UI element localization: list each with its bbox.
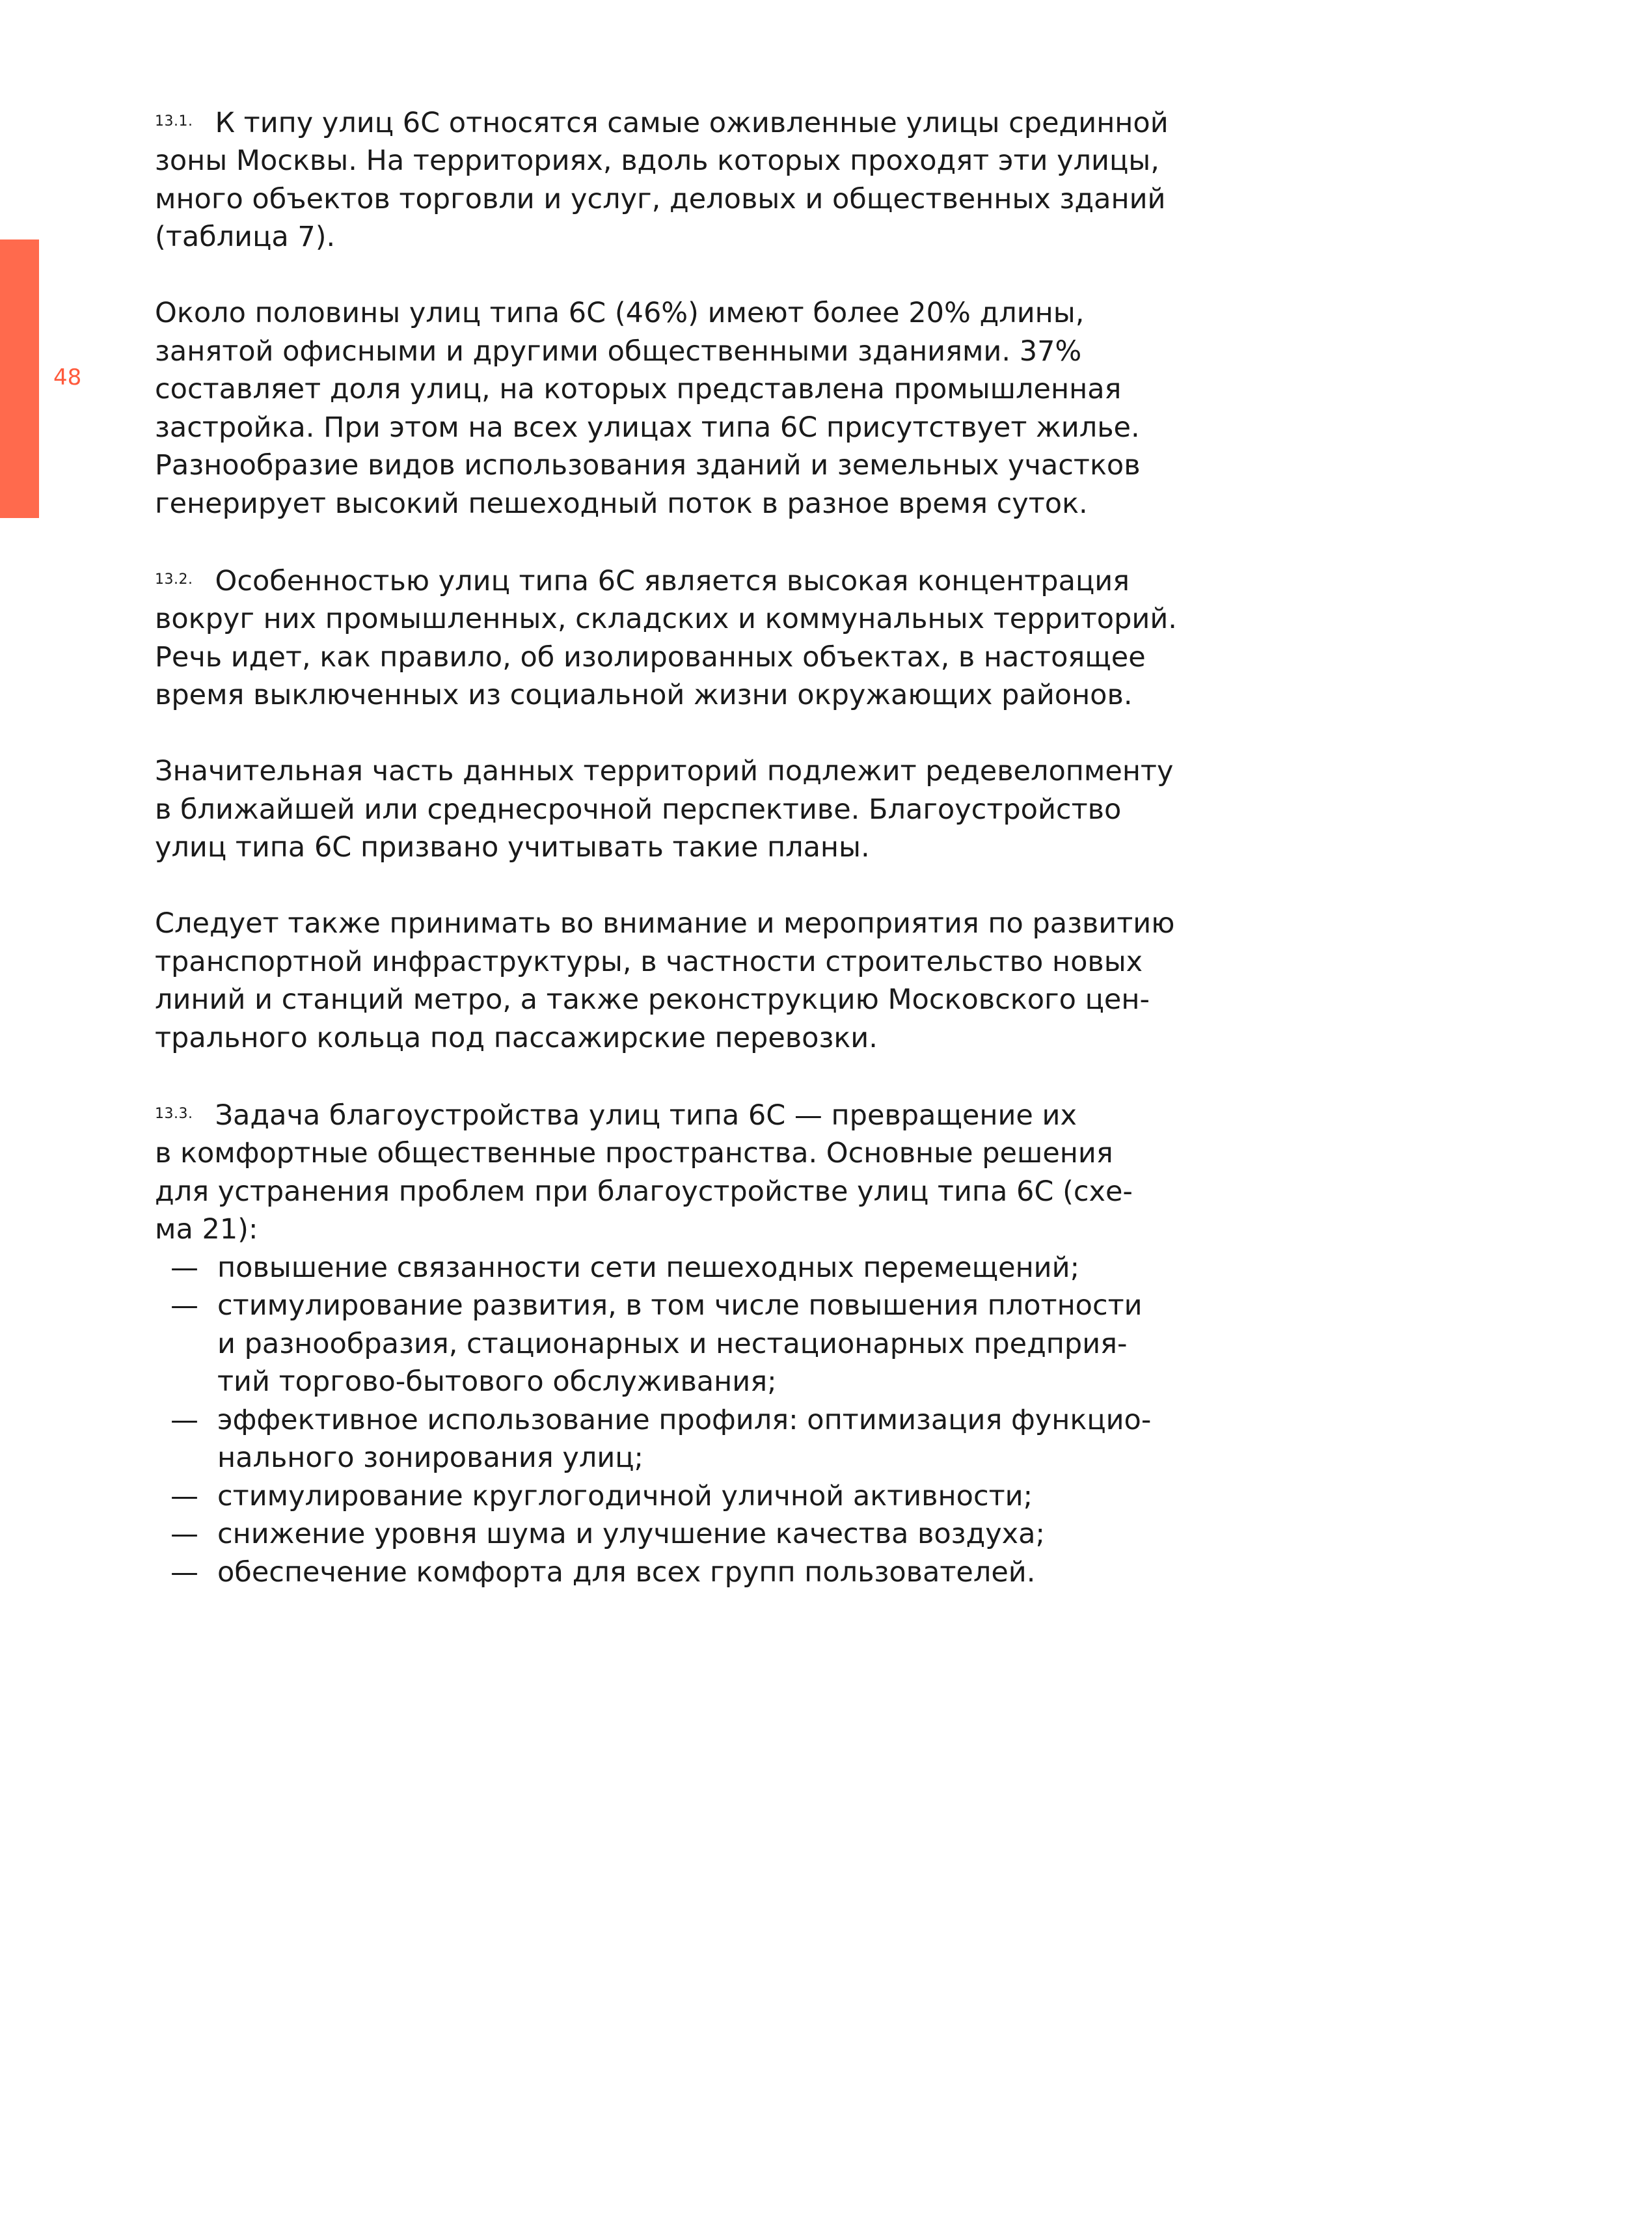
- dash-bullet: —: [170, 1479, 198, 1512]
- text-line-content: Особенностью улиц типа 6С является высокая концентрация: [215, 564, 1130, 597]
- list-item-text: повышение связанности сети пешеходных перемещений;: [217, 1251, 1080, 1284]
- list-item: [155, 1401, 1157, 1477]
- text-line: Около половины улиц типа 6С (46%) имеют более 20% длины,: [155, 297, 1085, 330]
- text-line-content: Задача благоустройства улиц типа 6С — превращение их: [215, 1099, 1077, 1132]
- text-line: Значительная часть данных территорий подлежит редевелопменту: [155, 755, 1174, 788]
- text-line: [155, 561, 1157, 600]
- dash-bullet: —: [170, 1518, 198, 1551]
- text-line: Разнообразие видов использования зданий и земельных участков: [155, 449, 1141, 482]
- paragraph-street-usage: [155, 294, 1157, 523]
- text-line: застройка. При этом на всех улицах типа 6С присутствует жилье.: [155, 411, 1140, 444]
- text-line: ма 21):: [155, 1213, 258, 1246]
- text-line: улиц типа 6С призвано учитывать такие планы.: [155, 831, 870, 864]
- section-13-3: [155, 1095, 1157, 1591]
- side-accent-bar: [0, 239, 39, 518]
- section-13-2: [155, 561, 1177, 715]
- list-item: [155, 1553, 1157, 1592]
- list-item-text: нального зонирования улиц;: [217, 1442, 644, 1475]
- section-number: 13.3.: [155, 1105, 193, 1122]
- list-item: [155, 1515, 1157, 1553]
- list-item-text: эффективное использование профиля: оптимизация функцио-: [217, 1403, 1152, 1436]
- document-body: [155, 103, 1177, 1630]
- text-line: генерирует высокий пешеходный поток в разное время суток.: [155, 487, 1088, 520]
- text-line: в ближайшей или среднесрочной перспективе. Благоустройство: [155, 793, 1122, 826]
- text-line-content: К типу улиц 6С относятся самые оживленные улицы срединной: [215, 106, 1169, 139]
- list-item: [155, 1287, 1157, 1401]
- text-line: Следует также принимать во внимание и мероприятия по развитию: [155, 907, 1175, 940]
- text-line: линий и станций метро, а также реконструкцию Московского цен-: [155, 983, 1150, 1017]
- text-line: вокруг них промышленных, складских и коммунальных территорий.: [155, 603, 1177, 636]
- list-item-text: снижение уровня шума и улучшение качества воздуха;: [217, 1518, 1045, 1551]
- list-item-text: стимулирование развития, в том числе повышения плотности: [217, 1289, 1143, 1322]
- dash-bullet: —: [170, 1251, 198, 1284]
- list-item-text: тий торгово-бытового обслуживания;: [217, 1365, 777, 1399]
- section-13-1: [155, 103, 1169, 256]
- dash-bullet: —: [170, 1289, 198, 1322]
- list-item: [155, 1249, 1157, 1287]
- text-line: для устранения проблем при благоустройстве улиц типа 6С (схе-: [155, 1175, 1133, 1208]
- text-line: время выключенных из социальной жизни окружающих районов.: [155, 679, 1133, 712]
- text-line: [155, 1095, 1157, 1134]
- solutions-list: [155, 1249, 1157, 1592]
- dash-bullet: —: [170, 1555, 198, 1589]
- text-line: составляет доля улиц, на которых представлена промышленная: [155, 373, 1122, 406]
- text-line: занятой офисными и другими общественными зданиями. 37%: [155, 335, 1082, 368]
- paragraph-transport: [155, 905, 1175, 1057]
- text-line: (таблица 7).: [155, 221, 336, 254]
- text-line: транспортной инфраструктуры, в частности строительство новых: [155, 945, 1143, 978]
- list-item: [155, 1477, 1157, 1516]
- text-line: зоны Москвы. На территориях, вдоль которых проходят эти улицы,: [155, 144, 1159, 178]
- text-line: трального кольца под пассажирские перевозки.: [155, 1021, 878, 1054]
- page-number: 48: [53, 364, 82, 390]
- section-number: 13.2.: [155, 571, 193, 588]
- text-line: много объектов торговли и услуг, деловых и общественных зданий: [155, 182, 1166, 215]
- list-item-text: и разнообразия, стационарных и нестационарных предприя-: [217, 1327, 1128, 1360]
- paragraph-redevelopment: [155, 752, 1174, 867]
- section-number: 13.1.: [155, 113, 193, 130]
- list-item-text: стимулирование круглогодичной уличной активности;: [217, 1479, 1033, 1512]
- text-line: [155, 103, 1169, 142]
- text-line: в комфортные общественные пространства. Основные решения: [155, 1137, 1113, 1170]
- dash-bullet: —: [170, 1403, 198, 1436]
- list-item-text: обеспечение комфорта для всех групп пользователей.: [217, 1555, 1036, 1589]
- text-line: Речь идет, как правило, об изолированных объектах, в настоящее: [155, 640, 1146, 674]
